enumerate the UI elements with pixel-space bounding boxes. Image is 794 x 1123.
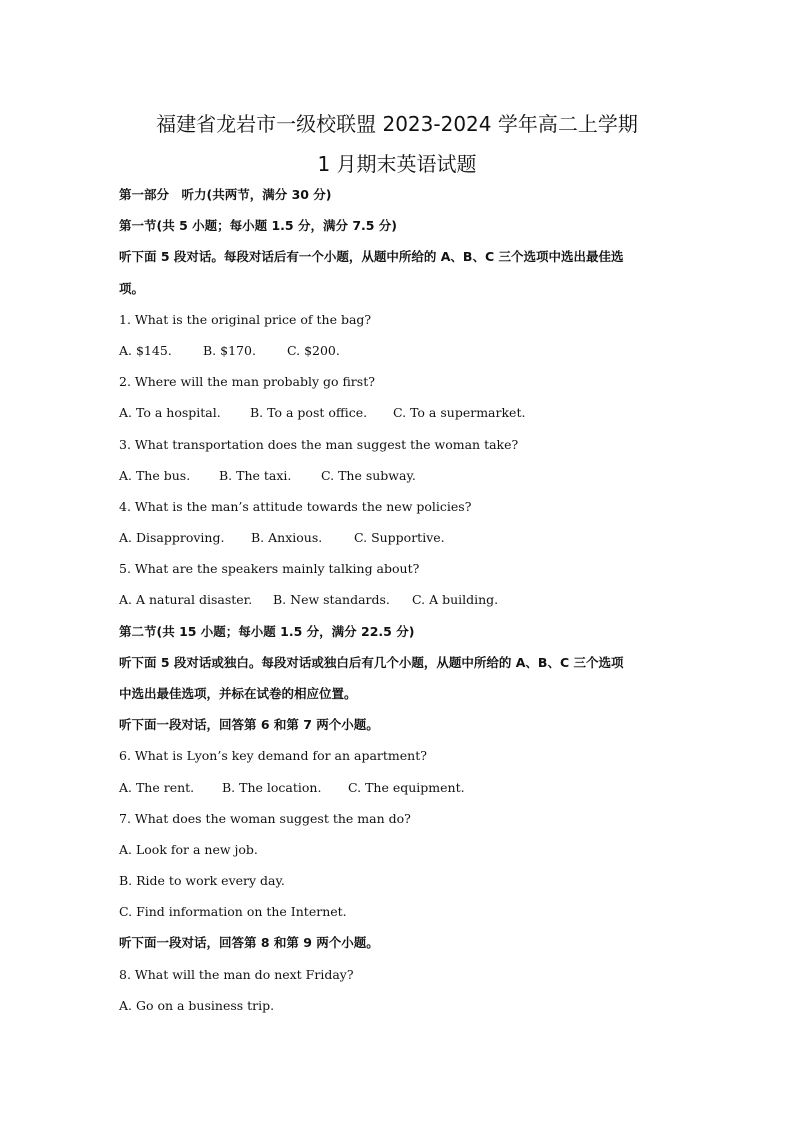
question-8-option-a: A. Go on a business trip. bbox=[119, 998, 275, 1013]
option-c: C. $200. bbox=[287, 343, 340, 358]
dialogue-6-heading: 听下面一段对话，回答第 6 和第 7 两个小题。 bbox=[119, 717, 379, 732]
section2-heading: 第二节(共 15 小题；每小题 1.5 分，满分 22.5 分) bbox=[119, 624, 415, 639]
option-a: A. The bus. bbox=[119, 468, 191, 483]
question-7-option-c: C. Find information on the Internet. bbox=[119, 904, 347, 919]
part1-heading: 第一部分 听力(共两节，满分 30 分) bbox=[119, 187, 332, 202]
question-5: 5. What are the speakers mainly talking about? bbox=[119, 561, 420, 576]
question-6-options bbox=[119, 780, 465, 796]
option-b: B. The location. bbox=[222, 780, 322, 795]
section2-instructions-line1: 听下面 5 段对话或独白。每段对话或独白后有几个小题，从题中所给的 A、B、C 三个选项 bbox=[119, 655, 624, 670]
option-b: B. Anxious. bbox=[251, 530, 323, 545]
question-1-options bbox=[119, 343, 340, 359]
section2-instructions-line2: 中选出最佳选项，并标在试卷的相应位置。 bbox=[119, 686, 357, 701]
question-7-option-b: B. Ride to work every day. bbox=[119, 873, 285, 888]
question-6: 6. What is Lyon’s key demand for an apartment? bbox=[119, 748, 427, 763]
question-7-option-a: A. Look for a new job. bbox=[119, 842, 258, 857]
option-a: A. The rent. bbox=[119, 780, 195, 795]
question-4: 4. What is the man’s attitude towards the new policies? bbox=[119, 499, 472, 514]
option-a: A. $145. bbox=[119, 343, 172, 358]
section1-instructions-line2: 项。 bbox=[119, 281, 145, 296]
section1-instructions-line1: 听下面 5 段对话。每段对话后有一个小题，从题中所给的 A、B、C 三个选项中选出最佳选 bbox=[119, 249, 624, 264]
option-b: B. New standards. bbox=[273, 592, 390, 607]
question-7: 7. What does the woman suggest the man do? bbox=[119, 811, 411, 826]
question-2: 2. Where will the man probably go first? bbox=[119, 374, 375, 389]
section1-heading: 第一节(共 5 小题；每小题 1.5 分，满分 7.5 分) bbox=[119, 218, 398, 233]
question-2-options bbox=[119, 405, 525, 421]
option-b: B. $170. bbox=[203, 343, 256, 358]
question-5-options bbox=[119, 592, 498, 608]
option-c: C. A building. bbox=[412, 592, 499, 607]
option-b: B. The taxi. bbox=[219, 468, 292, 483]
option-c: C. Supportive. bbox=[354, 530, 445, 545]
option-c: C. The equipment. bbox=[348, 780, 465, 795]
option-b: B. To a post office. bbox=[250, 405, 368, 420]
dialogue-8-heading: 听下面一段对话，回答第 8 和第 9 两个小题。 bbox=[119, 935, 379, 950]
question-3-options bbox=[119, 468, 416, 484]
question-3: 3. What transportation does the man suggest the woman take? bbox=[119, 437, 519, 452]
option-a: A. Disapproving. bbox=[119, 530, 225, 545]
option-c: C. The subway. bbox=[321, 468, 416, 483]
question-8: 8. What will the man do next Friday? bbox=[119, 967, 354, 982]
exam-title-line2: 1 月期末英语试题 bbox=[317, 152, 477, 176]
question-1: 1. What is the original price of the bag? bbox=[119, 312, 372, 327]
option-a: A. A natural disaster. bbox=[119, 592, 253, 607]
question-4-options bbox=[119, 530, 445, 546]
option-c: C. To a supermarket. bbox=[393, 405, 526, 420]
exam-title-line1: 福建省龙岩市一级校联盟 2023-2024 学年高二上学期 bbox=[156, 112, 638, 136]
option-a: A. To a hospital. bbox=[119, 405, 221, 420]
